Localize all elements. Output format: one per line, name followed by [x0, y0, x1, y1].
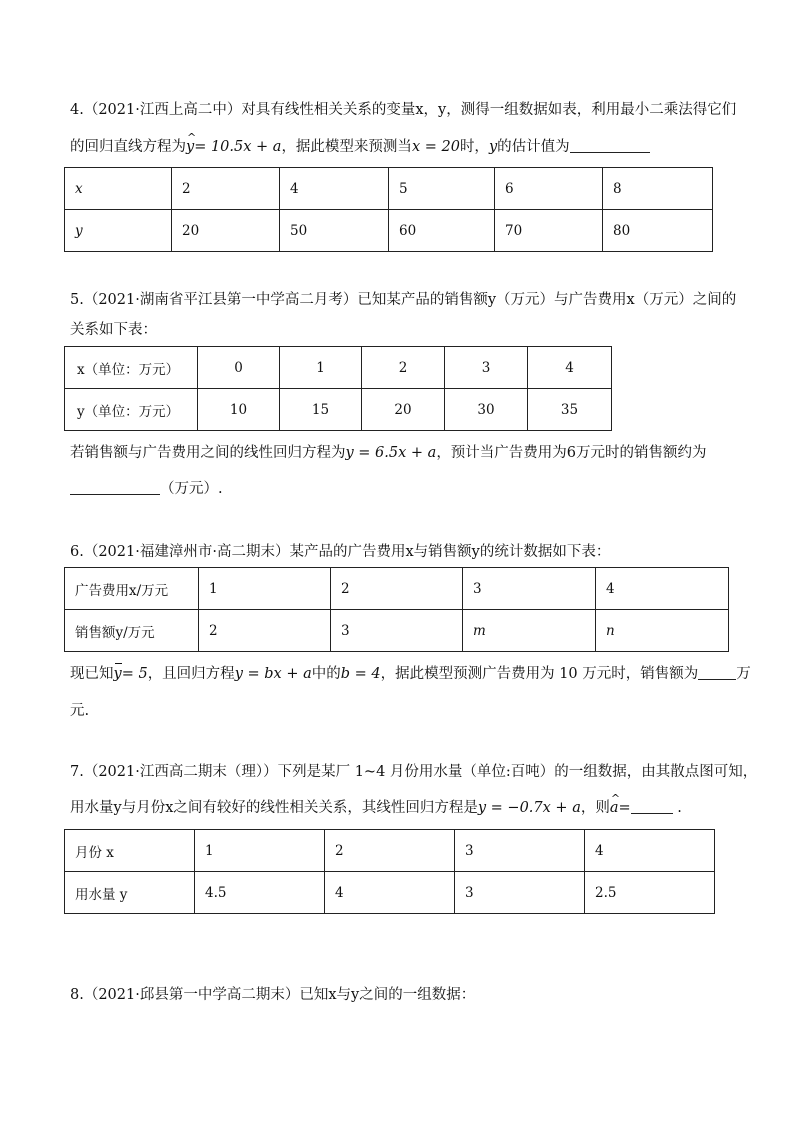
table-cell: x: [65, 168, 172, 210]
q5-table: [64, 346, 612, 431]
q6-line2-mid1: ，且回归方程: [147, 666, 235, 682]
table-cell: 4: [585, 830, 715, 872]
q6-eq1: = 5: [121, 666, 148, 682]
table-cell: 4: [325, 872, 455, 914]
q4-equation: = 10.5x + a: [194, 139, 282, 155]
q4-line1: 4.（2021·江西上高二中）对具有线性相关关系的变量x，y，测得一组数据如表，利用最小二乘法得它们: [70, 102, 737, 118]
table-cell: 2: [172, 168, 280, 210]
table-cell: 2: [331, 568, 463, 610]
table-cell: 2: [199, 610, 331, 652]
table-row: [65, 389, 612, 431]
q7-table: [64, 829, 715, 914]
table-row: [65, 210, 713, 252]
table-cell: 4.5: [195, 872, 325, 914]
table-cell: 30: [445, 389, 528, 431]
q6-eq2: y = bx + a: [234, 666, 312, 682]
q4-x-value: x = 20: [411, 139, 460, 155]
table-cell: 35: [528, 389, 612, 431]
table-row: [65, 568, 729, 610]
table-cell: 6: [495, 168, 603, 210]
q6-line2-mid2: 中的: [311, 666, 341, 682]
q7-line2-end: .: [677, 800, 682, 816]
table-cell: n: [596, 610, 729, 652]
table-cell: 4: [528, 347, 612, 389]
q5-line4-post: （万元）.: [160, 481, 223, 497]
table-cell: 80: [603, 210, 713, 252]
q5-line3-post: ，预计当广告费用为6万元时的销售额约为: [436, 445, 707, 461]
q6-ybar: y: [113, 666, 122, 682]
q7-line2-pre: 用水量y与月份x之间有较好的线性相关关系，其线性回归方程是: [70, 800, 478, 816]
q5-line3: [70, 443, 707, 463]
table-row: [65, 168, 713, 210]
q6-table: [64, 567, 729, 652]
q7-line1: 7.（2021·江西高二期末（理））下列是某厂 1~4 月份用水量（单位:百吨）的一组数据，由其散点图可知，: [70, 764, 758, 780]
table-cell: m: [463, 610, 596, 652]
table-cell: 0: [198, 347, 280, 389]
table-cell: 1: [195, 830, 325, 872]
q4-line2-pre: 的回归直线方程为: [70, 139, 186, 155]
q6-eq3: b = 4: [340, 666, 381, 682]
table-cell: 20: [172, 210, 280, 252]
q6-line2-end: 万: [736, 666, 751, 682]
q5-line2: 关系如下表：: [70, 322, 157, 338]
table-cell: 50: [280, 210, 389, 252]
table-row: [65, 347, 612, 389]
q6-line1: 6.（2021·福建漳州市·高二期末）某产品的广告费用x与销售额y的统计数据如下表：: [70, 544, 611, 560]
q5-equation: y = 6.5x + a: [345, 445, 437, 461]
q7-ahat: ^ a: [610, 798, 619, 818]
q5-line1: 5.（2021·湖南省平江县第一中学高二月考）已知某产品的销售额y（万元）与广告费用x（万元）之间的: [70, 292, 737, 308]
q7-line2: [70, 798, 682, 818]
q6-line2: [70, 664, 751, 684]
table-cell: 2: [325, 830, 455, 872]
table-cell: 15: [280, 389, 362, 431]
table-cell: y（单位：万元）: [65, 389, 198, 431]
table-cell: y: [65, 210, 172, 252]
table-cell: 3: [463, 568, 596, 610]
q6-line3: 元.: [70, 703, 90, 719]
table-row: [65, 872, 715, 914]
q6-line2-pre: 现已知: [70, 666, 114, 682]
table-cell: 20: [362, 389, 445, 431]
table-cell: 4: [596, 568, 729, 610]
q4-line2: [70, 137, 650, 157]
table-cell: 2.5: [585, 872, 715, 914]
table-cell: 5: [389, 168, 495, 210]
q7-answer-blank[interactable]: [631, 799, 673, 814]
table-cell: 8: [603, 168, 713, 210]
table-cell: 3: [445, 347, 528, 389]
table-cell: 10: [198, 389, 280, 431]
q6-answer-blank[interactable]: [698, 665, 736, 680]
table-cell: 月份 x: [65, 830, 195, 872]
table-cell: 1: [199, 568, 331, 610]
table-cell: 2: [362, 347, 445, 389]
q4-yvar: y: [488, 139, 498, 155]
table-row: [65, 610, 729, 652]
table-cell: 60: [389, 210, 495, 252]
q7-line2-mid: ，则: [580, 800, 610, 816]
q7-equals: =: [618, 800, 631, 816]
table-cell: 70: [495, 210, 603, 252]
q8-line1: 8.（2021·邱县第一中学高二期末）已知x与y之间的一组数据：: [70, 987, 476, 1003]
q6-line2-mid3: ，据此模型预测广告费用为 10 万元时，销售额为: [380, 666, 699, 682]
table-cell: 3: [331, 610, 463, 652]
table-cell: 4: [280, 168, 389, 210]
q5-answer-blank[interactable]: [70, 480, 160, 495]
table-cell: 用水量 y: [65, 872, 195, 914]
q4-yhat: ^ y: [186, 137, 194, 157]
q5-line3-pre: 若销售额与广告费用之间的线性回归方程为: [70, 445, 346, 461]
table-cell: 广告费用x/万元: [65, 568, 199, 610]
q4-line2-post: 时，: [459, 139, 489, 155]
q4-table: [64, 167, 713, 252]
q4-line2-end: 的估计值为: [497, 139, 570, 155]
table-cell: 销售额y/万元: [65, 610, 199, 652]
q5-line4: [70, 479, 223, 499]
table-cell: 1: [280, 347, 362, 389]
table-cell: 3: [455, 872, 585, 914]
table-row: [65, 830, 715, 872]
table-cell: 3: [455, 830, 585, 872]
table-cell: x（单位：万元）: [65, 347, 198, 389]
q4-answer-blank[interactable]: [570, 138, 650, 153]
q4-line2-mid: ，据此模型来预测当: [281, 139, 412, 155]
q7-equation: y = −0.7x + a: [477, 800, 581, 816]
